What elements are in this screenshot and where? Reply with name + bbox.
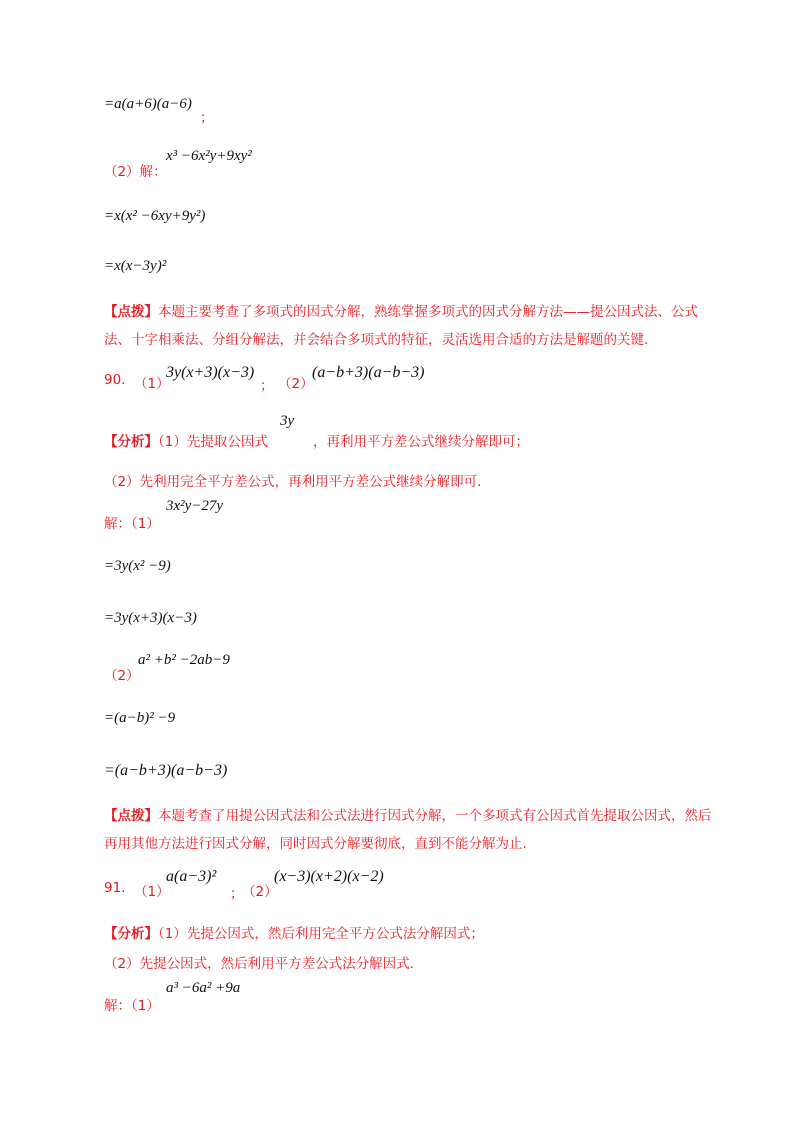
answer-expression: (a−b+3)(a−b−3) <box>312 364 425 381</box>
answer-expression: a(a−3)² <box>166 868 217 885</box>
step-expression: =(a−b)² −9 <box>104 710 176 726</box>
tip-tag: 【点拨】 <box>104 808 158 824</box>
solution-label: 解：（1） <box>104 516 160 532</box>
step-expression: =3y(x+3)(x−3) <box>104 610 197 626</box>
tip-paragraph <box>104 298 722 354</box>
tip-tag: 【点拨】 <box>104 304 158 320</box>
step-expression: x³ −6x²y+9xy² <box>166 148 252 164</box>
analysis-line <box>104 430 268 450</box>
solution-label: 解：（1） <box>104 998 160 1014</box>
answer-expression: 3y(x+3)(x−3) <box>166 364 255 381</box>
part-label: （2） <box>278 376 314 392</box>
analysis-line <box>104 922 484 942</box>
separator: ； <box>230 886 244 902</box>
part-label: （2） <box>104 668 140 684</box>
question-number: 91. <box>104 880 126 896</box>
question-number: 90. <box>104 372 126 388</box>
step-expression: a³ −6a² +9a <box>166 980 241 996</box>
step-expression: =a(a+6)(a−6) <box>104 96 192 112</box>
analysis-tag: 【分析】 <box>104 926 158 942</box>
analysis-text: （2）先提公因式，然后利用平方差公式法分解因式. <box>104 956 414 972</box>
inline-expression: 3y <box>280 413 295 429</box>
step-expression: =x(x−3y)² <box>104 258 167 274</box>
tip-text: 本题主要考查了多项式的因式分解，熟练掌握多项式的因式分解方法——提公因式法、公式法、十字相乘法、分组分解法，并会结合多项式的特征，灵活选用合适的方法是解题的关键. <box>104 304 698 348</box>
step-expression: a² +b² −2ab−9 <box>138 652 230 668</box>
analysis-tag: 【分析】 <box>104 434 158 450</box>
part-label: （1） <box>134 376 170 392</box>
analysis-text: ，再利用平方差公式继续分解即可； <box>313 434 529 450</box>
step-expression: =3y(x² −9) <box>104 558 171 574</box>
part-label: （2） <box>242 884 278 900</box>
part-label: （2）解： <box>104 164 167 180</box>
analysis-text: （1）先提取公因式 <box>158 434 268 450</box>
step-punct: ； <box>200 110 214 126</box>
tip-paragraph <box>104 802 722 858</box>
separator: ； <box>260 378 274 394</box>
step-expression: =x(x² −6xy+9y²) <box>104 208 206 224</box>
answer-expression: (x−3)(x+2)(x−2) <box>274 868 384 885</box>
part-label: （1） <box>134 884 170 900</box>
step-expression: 3x²y−27y <box>166 498 224 514</box>
analysis-text: （1）先提公因式，然后利用完全平方公式法分解因式； <box>158 926 484 942</box>
analysis-text: （2）先利用完全平方差公式，再利用平方差公式继续分解即可. <box>104 474 482 490</box>
step-expression: =(a−b+3)(a−b−3) <box>104 762 228 779</box>
tip-text: 本题考查了用提公因式法和公式法进行因式分解，一个多项式有公因式首先提取公因式，然后再用其他方法进行因式分解，同时因式分解要彻底，直到不能分解为止. <box>104 808 712 852</box>
